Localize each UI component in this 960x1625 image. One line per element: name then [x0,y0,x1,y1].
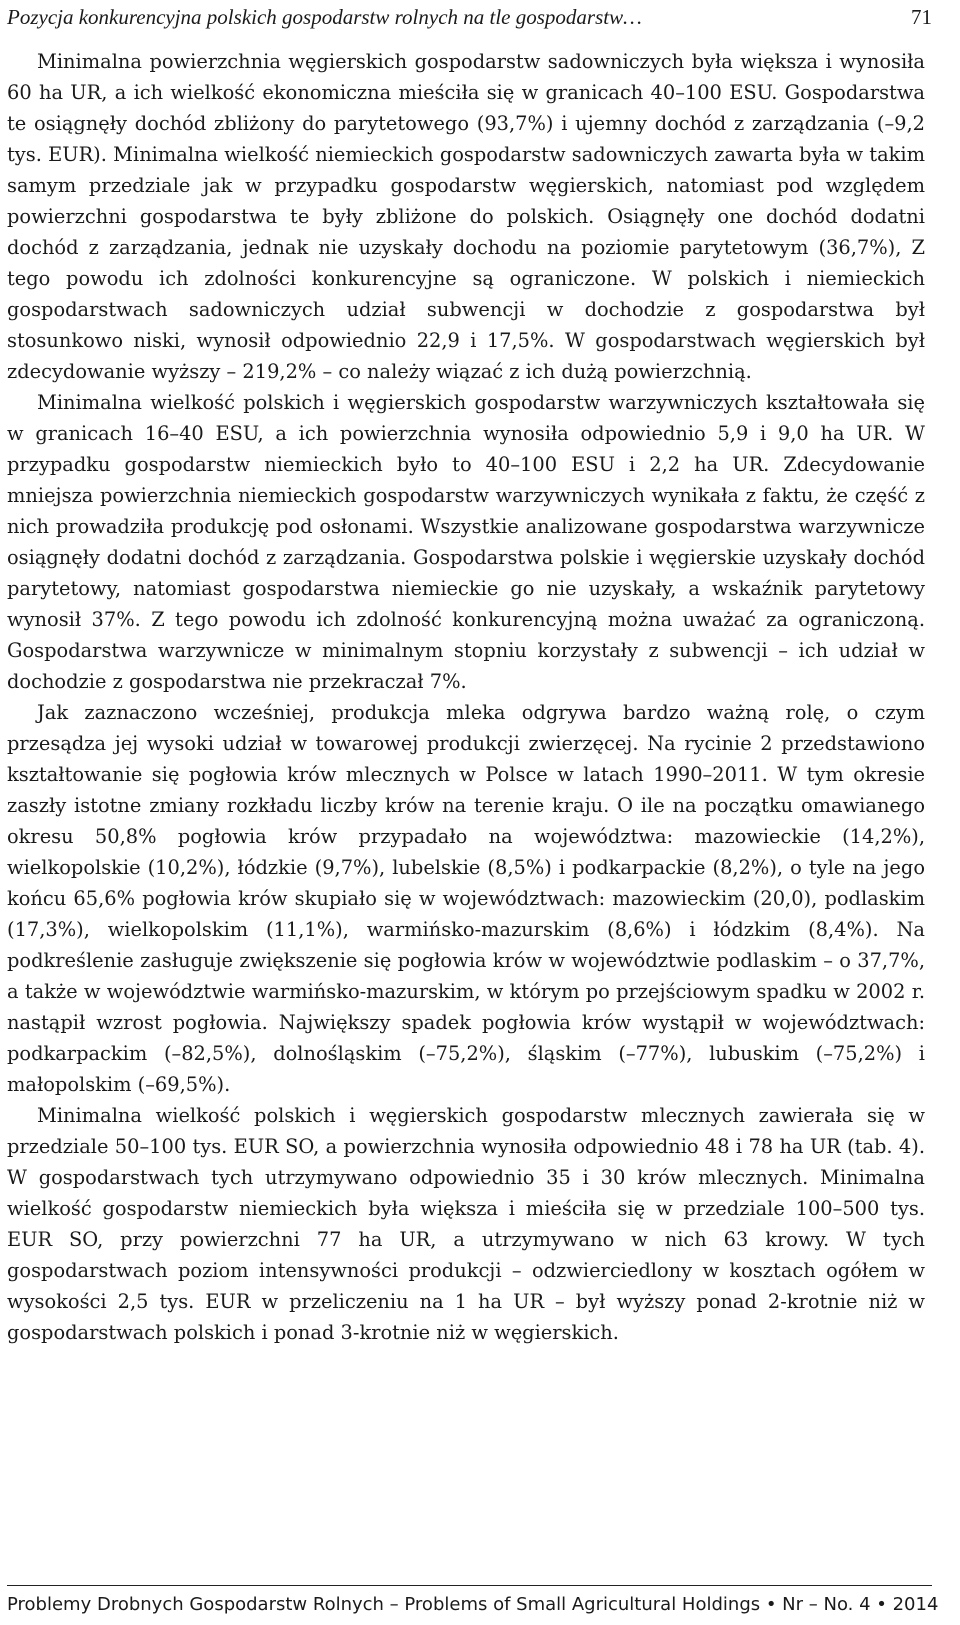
body-text [7,46,925,1348]
page-number: 71 [911,5,932,29]
paragraph-dairy-farms: Minimalna wielkość polskich i węgierskich gospodarstw mlecznych zawierała się w przedziale 50–100 tys. EUR SO, a powierzchnia wynosiła odpowiednio 48 i 78 ha UR (tab. 4). W gospodarstwach tych utrzymywano odpowiednio 35 i 30 krów mlecznych. Minimalna wielkość gospodarstw niemieckich była większa i mieściła się w przedziale 100–500 tys. EUR SO, przy powierzchni 77 ha UR, a utrzymywano w nich 63 krowy. W tych gospodarstwach poziom intensywności produkcji – odzwierciedlony w kosztach ogółem w wysokości 2,5 tys. EUR w przeliczeniu na 1 ha UR – był wyższy ponad 2-krotnie niż w gospodarstwach polskich i ponad 3-krotnie niż w węgierskich. [7,1104,925,1344]
paragraph-dairy-cows: Jak zaznaczono wcześniej, produkcja mleka odgrywa bardzo ważną rolę, o czym przesądza jej wysoki udział w towarowej produkcji zwierzęcej. Na rycinie 2 przedstawiono kształtowanie się pogłowia krów mlecznych w Polsce w latach 1990–2011. W tym okresie zaszły istotne zmiany rozkładu liczby krów na terenie kraju. O ile na początku omawianego okresu 50,8% pogłowia krów przypadało na województwa: mazowieckie (14,2%), wielkopolskie (10,2%), łódzkie (9,7%), lubelskie (8,5%) i podkarpackie (8,2%), o tyle na jego końcu 65,6% pogłowia krów skupiało się w województwach: mazowieckim (20,0), podlaskim (17,3%), wielkopolskim (11,1%), warmińsko-mazurskim (8,6%) i łódzkim (8,4%). Na podkreślenie zasługuje zwiększenie się pogłowia krów w województwie podlaskim – o 37,7%, a także w województwie warmińsko-mazurskim, w którym po przejściowym spadku w 2002 r. nastąpił wzrost pogłowia. Największy spadek pogłowia krów wystąpił w województwach: podkarpackim (–82,5%), dolnośląskim (–75,2%), śląskim (–77%), lubuskim (–75,2%) i małopolskim (–69,5%). [7,701,925,1096]
running-title: Pozycja konkurencyjna polskich gospodarstw rolnych na tle gospodarstw… [7,5,642,29]
paragraph-orchards: Minimalna powierzchnia węgierskich gospodarstw sadowniczych była większa i wynosiła 60 ha UR, a ich wielkość ekonomiczna mieściła się w granicach 40–100 ESU. Gospodarstwa te osiągnęły dochód zbliżony do parytetowego (93,7%) i ujemny dochód z zarządzania (–9,2 tys. EUR). Minimalna wielkość niemieckich gospodarstw sadowniczych zawarta była w takim samym przedziale jak w przypadku gospodarstw węgierskich, natomiast pod względem powierzchni gospodarstwa te były zbliżone do polskich. Osiągnęły one dochód dodatni dochód z zarządzania, jednak nie uzyskały dochodu na poziomie parytetowym (36,7%), Z tego powodu ich zdolności konkurencyjne są ograniczone. W polskich i niemieckich gospodarstwach sadowniczych udział subwencji w dochodzie z gospodarstwa był stosunkowo niski, wynosił odpowiednio 22,9 i 17,5%. W gospodarstwach węgierskich był zdecydowanie wyższy – 219,2% – co należy wiązać z ich dużą powierzchnią. [7,50,925,383]
paragraph-vegetables: Minimalna wielkość polskich i węgierskich gospodarstw warzywniczych kształtowała się w granicach 16–40 ESU, a ich powierzchnia wynosiła odpowiednio 5,9 i 9,0 ha UR. W przypadku gospodarstw niemieckich było to 40–100 ESU i 2,2 ha UR. Zdecydowanie mniejsza powierzchnia niemieckich gospodarstw warzywniczych wynikała z faktu, że część z nich prowadziła produkcję pod osłonami. Wszystkie analizowane gospodarstwa warzywnicze osiągnęły dodatni dochód z zarządzania. Gospodarstwa polskie i węgierskie uzyskały dochód parytetowy, natomiast gospodarstwa niemieckie go nie uzyskały, a wskaźnik parytetowy wynosił 37%. Z tego powodu ich zdolność konkurencyjną można uważać za ograniczoną. Gospodarstwa warzywnicze w minimalnym stopniu korzystały z subwencji – ich udział w dochodzie z gospodarstwa nie przekraczał 7%. [7,391,925,693]
journal-footer: Problemy Drobnych Gospodarstw Rolnych – Problems of Small Agricultural Holdings • Nr – No. 4 • 2014 [7,1594,939,1615]
running-header [7,2,932,32]
footer-divider [7,1585,932,1586]
